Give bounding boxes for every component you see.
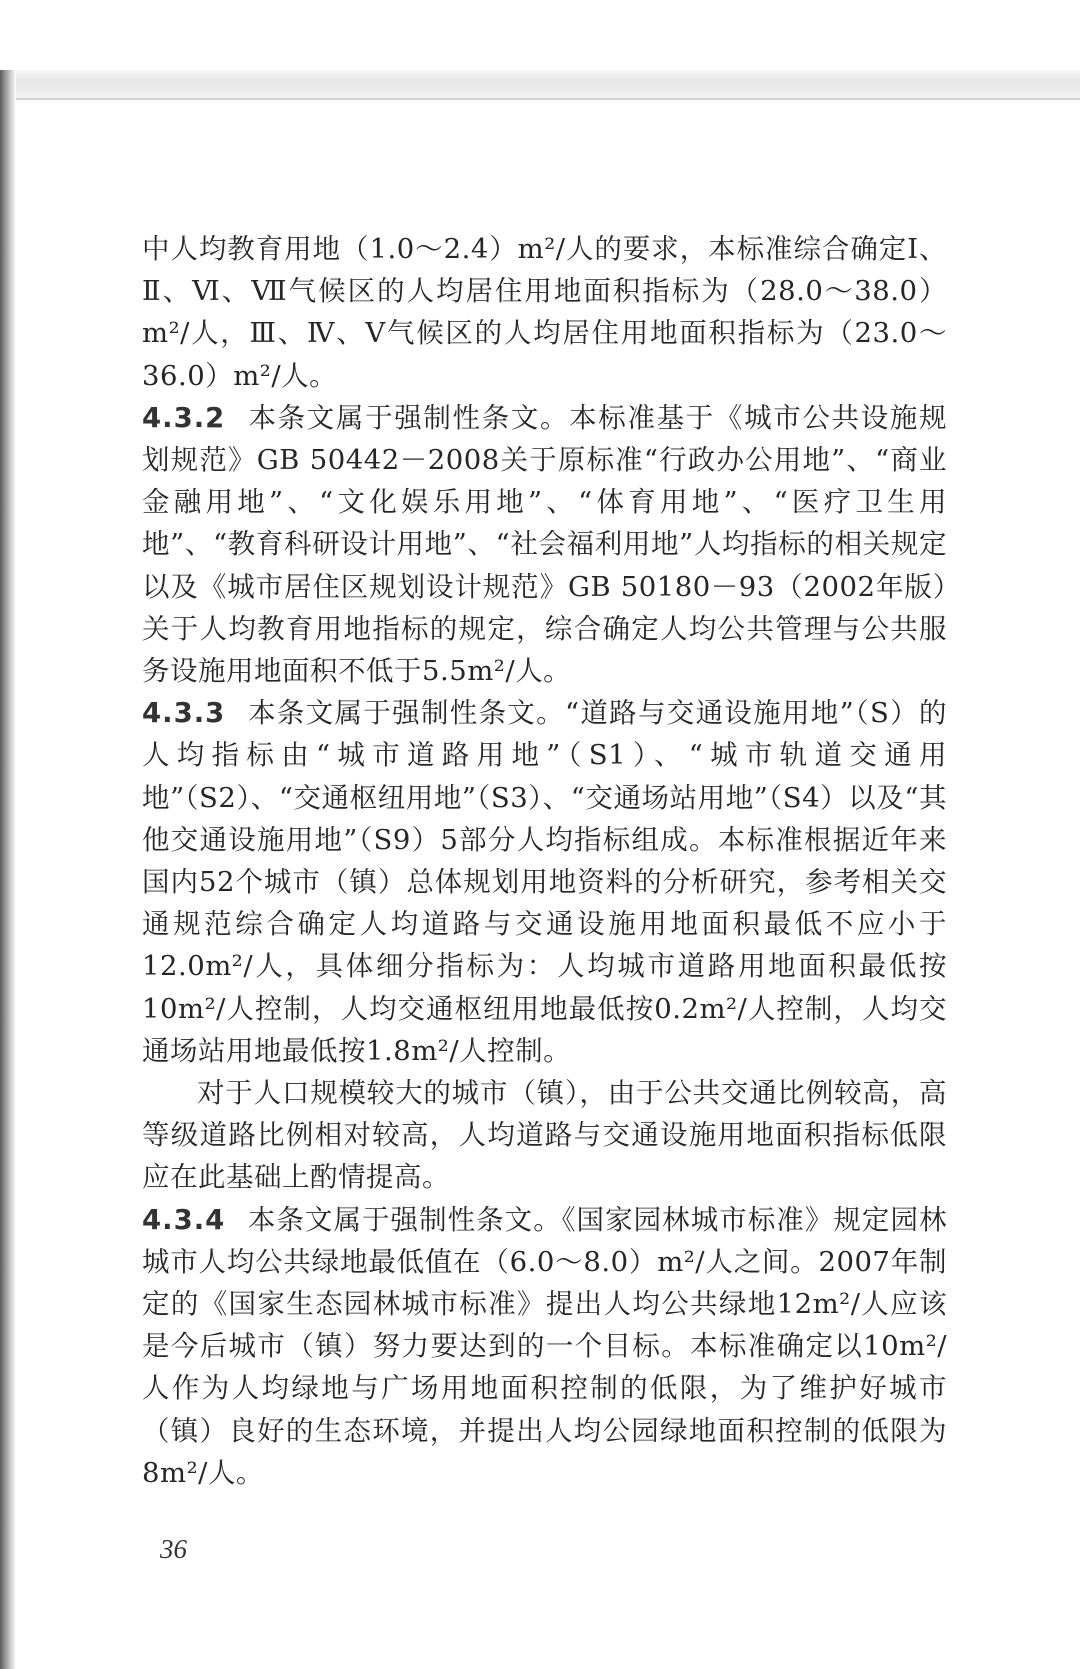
paragraph-text: 本条文属于强制性条文。本标准基于《城市公共设施规划规范》GB 50442－2008关于原标准“行政办公用地”、“商业金融用地”、“文化娱乐用地”、“体育用地”、“医疗卫生用地”、“教育科研设计用地”、“社会福利用地”人均指标的相关规定以及《城市居住区规划设计规范》GB 50180－93（2002年版）关于人均教育用地指标的规定，综合确定人均公共管理与公共服务设施用地面积不低于5.5m²/人。 xyxy=(142,401,947,688)
paragraph-4-3-4 xyxy=(142,1199,947,1494)
paragraph-continuation xyxy=(142,228,947,397)
section-number: 4.3.2 xyxy=(142,401,226,434)
scan-top-edge xyxy=(0,70,1080,100)
paragraph-4-3-2 xyxy=(142,397,947,692)
page-body xyxy=(142,228,947,1494)
paragraph-text: 对于人口规模较大的城市（镇），由于公共交通比例较高，高等级道路比例相对较高，人均道路与交通设施用地面积指标低限应在此基础上酌情提高。 xyxy=(142,1077,947,1194)
paragraph-text: 本条文属于强制性条文。《国家园林城市标准》规定园林城市人均公共绿地最低值在（6.0～8.0）m²/人之间。2007年制定的《国家生态园林城市标准》提出人均公共绿地12m²/人应该是今后城市（镇）努力要达到的一个目标。本标准确定以10m²/人作为人均绿地与广场用地面积控制的低限，为了维护好城市（镇）良好的生态环境，并提出人均公园绿地面积控制的低限为8m²/人。 xyxy=(142,1203,947,1489)
paragraph-text: 中人均教育用地（1.0～2.4）m²/人的要求，本标准综合确定Ⅰ、Ⅱ、Ⅵ、Ⅶ气候区的人均居住用地面积指标为（28.0～38.0）m²/人，Ⅲ、Ⅳ、Ⅴ气候区的人均居住用地面积指标为（23.0～36.0）m²/人。 xyxy=(142,233,947,392)
paragraph-text: 本条文属于强制性条文。“道路与交通设施用地”（S）的人均指标由“城市道路用地”（S1）、“城市轨道交通用地”（S2）、“交通枢纽用地”（S3）、“交通场站用地”（S4）以及“其他交通设施用地”（S9）5部分人均指标组成。本标准根据近年来国内52个城市（镇）总体规划用地资料的分析研究，参考相关交通规范综合确定人均道路与交通设施用地面积最低不应小于12.0m²/人，具体细分指标为：人均城市道路用地面积最低按10m²/人控制，人均交通枢纽用地最低按0.2m²/人控制，人均交通场站用地最低按1.8m²/人控制。 xyxy=(142,697,947,1067)
page-number: 36 xyxy=(160,1534,187,1564)
paragraph-4-3-3 xyxy=(142,692,947,1072)
paragraph-4-3-3-note xyxy=(142,1072,947,1199)
scan-left-edge xyxy=(0,70,16,1669)
section-number: 4.3.3 xyxy=(142,697,226,730)
section-number: 4.3.4 xyxy=(142,1203,226,1236)
